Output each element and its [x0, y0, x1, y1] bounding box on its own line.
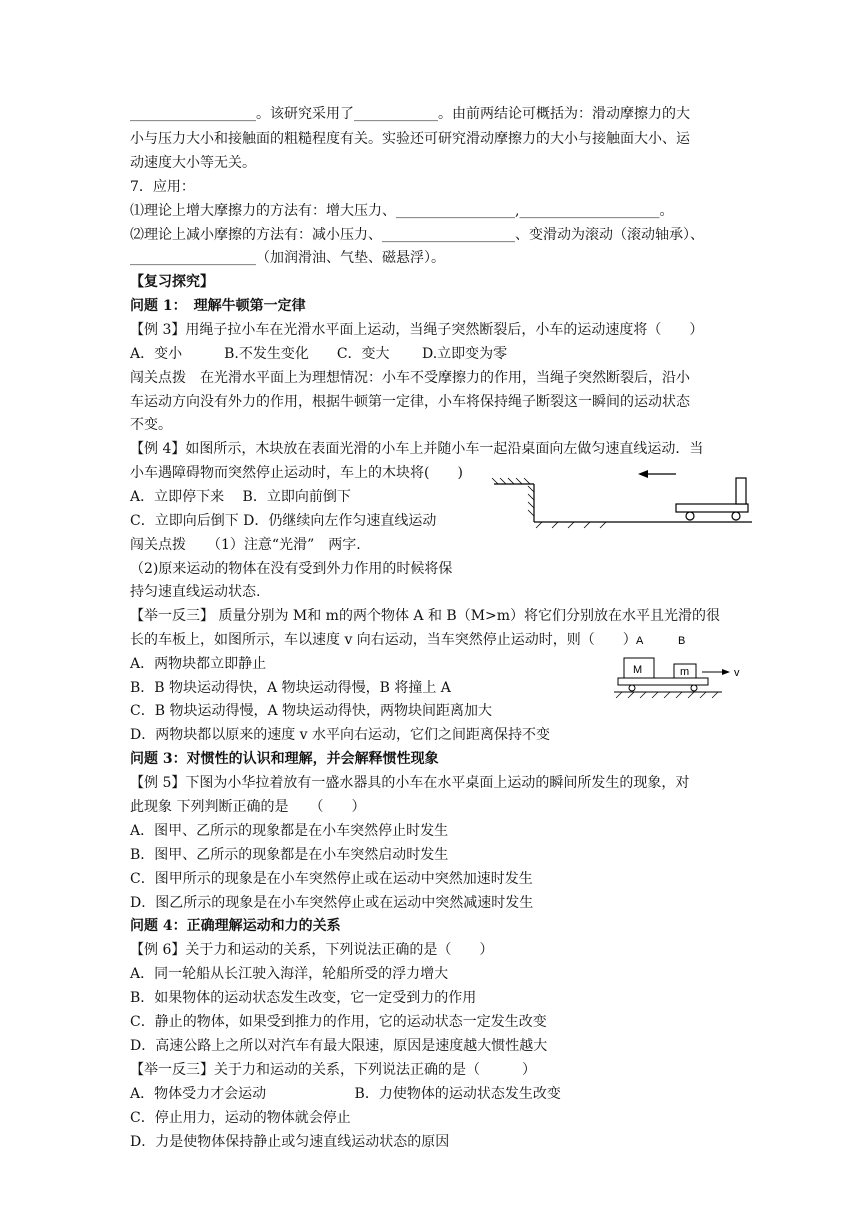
velocity-label: v	[734, 667, 740, 679]
option-line: C．静止的物体，如果受到推力的作用，它的运动状态一定发生改变	[130, 1014, 547, 1030]
option-line: A．变小 B.不发生变化 C．变大 D.立即变为零	[130, 346, 508, 362]
option-line: A．同一轮船从长江驶入海洋，轮船所受的浮力增大	[130, 966, 449, 982]
question-heading: 问题 3：对惯性的认识和理解，并会解释惯性现象	[130, 751, 439, 767]
text-line: __________________。该研究采用了____________。由前两结论可概括为：滑动摩擦力的大	[130, 106, 690, 122]
example-line: 【举一反三】关于力和运动的关系，下列说法正确的是（ ）	[130, 1062, 536, 1078]
option-line: C．图甲所示的现象是在小车突然停止或在运动中突然加速时发生	[130, 871, 533, 887]
option-line: D．两物块都以原来的速度 v 水平向右运动，它们之间距离保持不变	[130, 727, 551, 743]
block-a-label: A	[636, 635, 644, 647]
option-line: C．B 物块运动得慢，A 物块运动得快，两物块间距离加大	[130, 703, 493, 719]
text-line: 小车遇障碍物而突然停止运动时，车上的木块将( )	[130, 465, 463, 481]
option-line: D．力是使物体保持静止或匀速直线运动状态的原因	[130, 1134, 450, 1150]
text-line: 持匀速直线运动状态.	[130, 584, 261, 600]
question-heading: 问题 1： 理解牛顿第一定律	[130, 298, 306, 314]
block-b-label: B	[678, 635, 686, 647]
example-line: 【例 5】下图为小华拉着放有一盛水器具的小车在水平桌面上运动的瞬间所发生的现象，对	[130, 775, 690, 791]
question-heading: 问题 4：正确理解运动和力的关系	[130, 918, 341, 934]
text-line: 不变。	[130, 417, 172, 433]
example-line: 【例 4】如图所示，木块放在表面光滑的小车上并随小车一起沿桌面向左做匀速直线运动．当	[130, 441, 704, 457]
mass-m-label: m	[680, 666, 690, 678]
hint-line: 闯关点拨 （1）注意“光滑” 两字.	[130, 537, 361, 553]
example-line: 【例 3】用绳子拉小车在光滑水平面上运动，当绳子突然断裂后，小车的运动速度将（ ）	[130, 322, 704, 338]
text-line: 车运动方向没有外力的作用，根据牛顿第一定律，小车将保持绳子断裂这一瞬间的运动状态	[130, 394, 690, 410]
text-line: __________________（加润滑油、气垫、磁悬浮）。	[130, 250, 445, 266]
option-line: A．图甲、乙所示的现象都是在小车突然停止时发生	[130, 823, 449, 839]
option-line: B．图甲、乙所示的现象都是在小车突然启动时发生	[130, 847, 449, 863]
mass-M-label: M	[633, 664, 643, 676]
section-heading: 【复习探究】	[130, 274, 214, 290]
cart-obstacle-figure	[490, 466, 760, 532]
hint-line: 闯关点拨 在光滑水平面上为理想情况：小车不受摩擦力的作用，当绳子突然断裂后，沿小	[130, 370, 690, 386]
option-line: C．停止用力，运动的物体就会停止	[130, 1110, 351, 1126]
example-line: 【举一反三】 质量分别为 M和 m的两个物体 A 和 B（M>m）将它们分别放在水平且光滑的很	[130, 608, 721, 624]
text-line: 7．应用：	[130, 179, 195, 195]
text-line: 小与压力大小和接触面的粗糙程度有关。实验还可研究滑动摩擦力的大小与接触面大小、运	[130, 131, 690, 147]
option-line: C．立即向后倒下 D．仍继续向左作匀速直线运动	[130, 513, 437, 529]
option-line: D．高速公路上之所以对汽车有最大限速，原因是速度越大惯性越大	[130, 1038, 548, 1054]
text-line: ⑵理论上减小摩擦的方法有：减小压力、___________________、变滑动为滚动（滚动轴承）、	[130, 227, 704, 243]
text-line: 动速度大小等无关。	[130, 155, 256, 171]
text-line: 此现象 下列判断正确的是 （ ）	[130, 799, 366, 815]
option-line: A．两物块都立即静止	[130, 656, 267, 672]
option-line: B．如果物体的运动状态发生改变，它一定受到力的作用	[130, 990, 477, 1006]
two-blocks-figure	[614, 630, 754, 708]
text-line: ⑴理论上增大摩擦力的方法有：增大压力、_________________,____________________。	[130, 203, 674, 219]
option-line: D．图乙所示的现象是在小车突然停止或在运动中突然减速时发生	[130, 895, 534, 911]
option-line: A．立即停下来 B．立即向前倒下	[130, 489, 351, 505]
text-line: 长的车板上，如图所示，车以速度 v 向右运动，当车突然停止运动时，则（ ）	[130, 632, 637, 648]
text-line: （2)原来运动的物体在没有受到外力作用的时候将保	[130, 561, 453, 577]
option-line: B．B 物块运动得快，A 物块运动得慢，B 将撞上 A	[130, 680, 451, 696]
example-line: 【例 6】关于力和运动的关系，下列说法正确的是（ ）	[130, 942, 494, 958]
option-line: A．物体受力才会运动 B．力使物体的运动状态发生改变	[130, 1086, 561, 1102]
